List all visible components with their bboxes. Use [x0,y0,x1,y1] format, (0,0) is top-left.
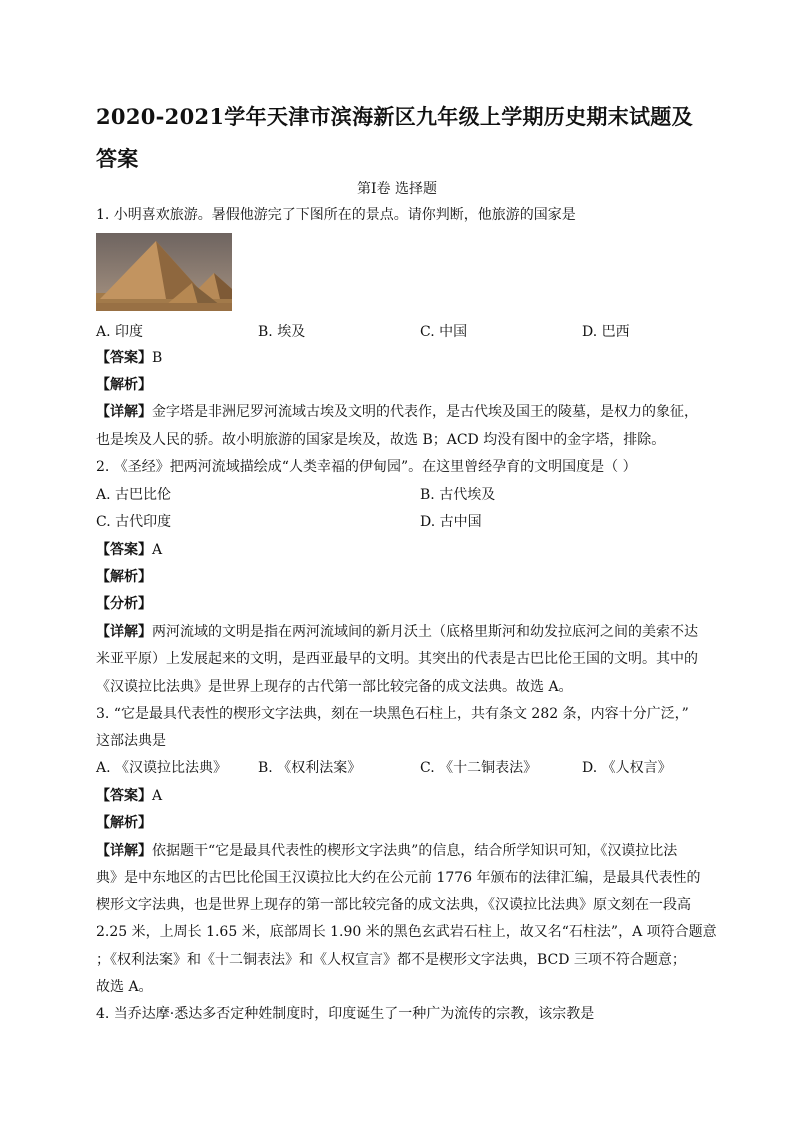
q3-option-d: D. 《人权言》 [582,760,672,776]
detail-label: 【详解】 [96,624,152,640]
page-title: 2020-2021学年天津市滨海新区九年级上学期历史期末试题及答案 [96,104,693,171]
detail-text: 金字塔是非洲尼罗河流域古埃及文明的代表作，是古代埃及国王的陵墓，是权力的象征， [152,404,698,420]
q2-detail-line-2: 米亚平原）上发展起来的文明，是西亚最早的文明。其突出的代表是古巴比伦王国的文明。其中的 [96,651,698,667]
q3-answer [96,786,162,806]
pyramids-illustration [96,233,232,311]
q3-option-a: A. 《汉谟拉比法典》 [96,760,228,776]
q1-answer [96,348,162,368]
q2-answer [96,540,162,560]
q1-analysis-label: 【解析】 [96,377,152,393]
q3-analysis-label: 【解析】 [96,815,152,831]
q2-option-a: A. 古巴比伦 [96,487,172,503]
question-2-stem: 2. 《圣经》把两河流域描绘成“人类幸福的伊甸园”。在这里曾经孕育的文明国度是（ ） [96,459,637,475]
q3-detail-line-2: 典》是中东地区的古巴比伦国王汉谟拉比大约在公元前 1776 年颁布的法律汇编，是最具代表性的 [96,870,701,886]
q1-detail-line-1 [96,402,698,422]
q1-option-c: C. 中国 [420,324,468,340]
q1-option-d: D. 巴西 [582,324,630,340]
q2-option-c: C. 古代印度 [96,514,172,530]
q1-detail-line-2: 也是埃及人民的骄。故小明旅游的国家是埃及，故选 B；ACD 均没有图中的金字塔，排除。 [96,432,666,448]
q1-option-b: B. 埃及 [258,324,306,340]
q1-option-a: A. 印度 [96,324,144,340]
q2-analysis-label: 【解析】 [96,569,152,585]
q2-option-b: B. 古代埃及 [420,487,496,503]
q3-detail-line-6: 故选 A。 [96,979,153,995]
q3-option-c: C. 《十二铜表法》 [420,760,538,776]
question-3-stem-line-1: 3. “它是最具代表性的楔形文字法典，刻在一块黑色石柱上，共有条文 282 条，内容十分广泛，” [96,706,689,722]
question-4-stem: 4. 当乔达摩·悉达多否定种姓制度时，印度诞生了一种广为流传的宗教，该宗教是 [96,1006,595,1022]
question-1-stem: 1. 小明喜欢旅游。暑假他游完了下图所在的景点。请你判断，他旅游的国家是 [96,207,576,223]
answer-value: A [152,542,163,558]
q2-option-d: D. 古中国 [420,514,482,530]
answer-label: 【答案】 [96,542,152,558]
answer-value: B [152,350,163,366]
detail-text: 依据题干“它是最具代表性的楔形文字法典”的信息，结合所学知识可知，《汉谟拉比法 [152,843,678,859]
q3-detail-line-1 [96,841,677,861]
answer-label: 【答案】 [96,788,152,804]
answer-label: 【答案】 [96,350,152,366]
answer-value: A [152,788,163,804]
q2-detail-line-1 [96,622,698,642]
detail-label: 【详解】 [96,404,152,420]
detail-text: 两河流域的文明是指在两河流域间的新月沃土（底格里斯河和幼发拉底河之间的美索不达 [152,624,698,640]
question-3-stem-line-2: 这部法典是 [96,733,166,749]
q2-fenxi-label: 【分析】 [96,596,152,612]
pyramids-image [96,233,232,311]
section-heading: 第I卷 选择题 [357,181,437,197]
detail-label: 【详解】 [96,843,152,859]
q3-detail-line-5: ；《权利法案》和《十二铜表法》和《人权宣言》都不是楔形文字法典，BCD 三项不符合题意； [96,952,686,968]
q3-detail-line-4: 2.25 米，上周长 1.65 米，底部周长 1.90 米的黑色玄武岩石柱上，故又名“石柱法”，A 项符合题意 [96,924,717,940]
q2-detail-line-3: 《汉谟拉比法典》是世界上现存的古代第一部比较完备的成文法典。故选 A。 [96,679,573,695]
q3-option-b: B. 《权利法案》 [258,760,362,776]
q3-detail-line-3: 楔形文字法典，也是世界上现存的第一部比较完备的成文法典，《汉谟拉比法典》原文刻在一段高 [96,897,691,913]
